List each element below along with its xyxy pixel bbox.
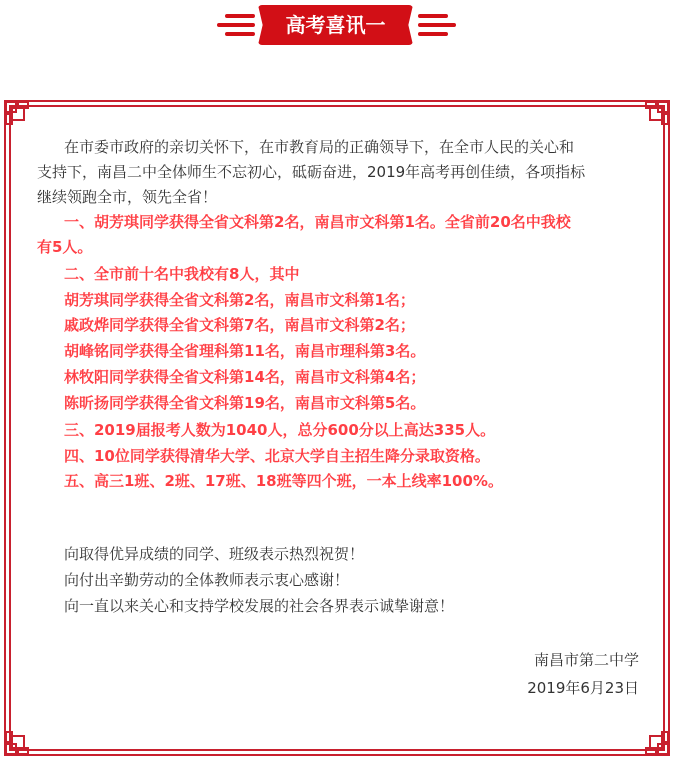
thanks-line: 向一直以来关心和支持学校发展的社会各界表示诚挚谢意！ <box>64 597 455 615</box>
corner-ornament-icon <box>4 100 34 130</box>
highlight-line: 戚政烨同学获得全省文科第7名，南昌市文科第2名； <box>64 316 415 334</box>
intro-line: 继续领跑全市，领先全省！ <box>37 188 218 206</box>
highlight-line: 胡芳琪同学获得全省文科第2名，南昌市文科第1名； <box>64 291 415 309</box>
banner-dash <box>418 23 456 27</box>
highlight-line: 五、高三1班、2班、17班、18班等四个班，一本上线率100%。 <box>64 472 503 490</box>
banner-dash <box>225 14 255 18</box>
thanks-line: 向付出辛勤劳动的全体教师表示衷心感谢！ <box>64 571 350 589</box>
highlight-line: 陈昕扬同学获得全省文科第19名，南昌市文科第5名。 <box>64 394 426 412</box>
banner-dash <box>225 32 255 36</box>
highlight-line: 有5人。 <box>37 238 93 256</box>
intro-line: 支持下，南昌二中全体师生不忘初心，砥砺奋进，2019年高考再创佳绩，各项指标 <box>37 163 586 181</box>
banner-dash <box>217 23 255 27</box>
signature-date: 2019年6月23日 <box>527 679 639 697</box>
banner-dash <box>418 32 448 36</box>
intro-line: 在市委市政府的亲切关怀下，在市教育局的正确领导下，在全市人民的关心和 <box>64 138 575 156</box>
corner-ornament-icon <box>640 100 670 130</box>
highlight-line: 一、胡芳琪同学获得全省文科第2名，南昌市文科第1名。全省前20名中我校 <box>64 213 571 231</box>
signature-school: 南昌市第二中学 <box>533 651 639 669</box>
highlight-line: 林牧阳同学获得全省文科第14名，南昌市文科第4名； <box>64 368 426 386</box>
thanks-line: 向取得优异成绩的同学、班级表示热烈祝贺！ <box>64 545 365 563</box>
corner-ornament-icon <box>640 726 670 756</box>
banner-title: 高考喜讯一 <box>285 13 386 37</box>
highlight-line: 四、10位同学获得清华大学、北京大学自主招生降分录取资格。 <box>64 447 490 465</box>
corner-ornament-icon <box>4 726 34 756</box>
highlight-line: 胡峰铭同学获得全省理科第11名，南昌市理科第3名。 <box>64 342 426 360</box>
highlight-line: 二、全市前十名中我校有8人，其中 <box>64 265 300 283</box>
highlight-line: 三、2019届报考人数为1040人，总分600分以上高达335人。 <box>64 421 496 439</box>
banner-dash <box>418 14 448 18</box>
